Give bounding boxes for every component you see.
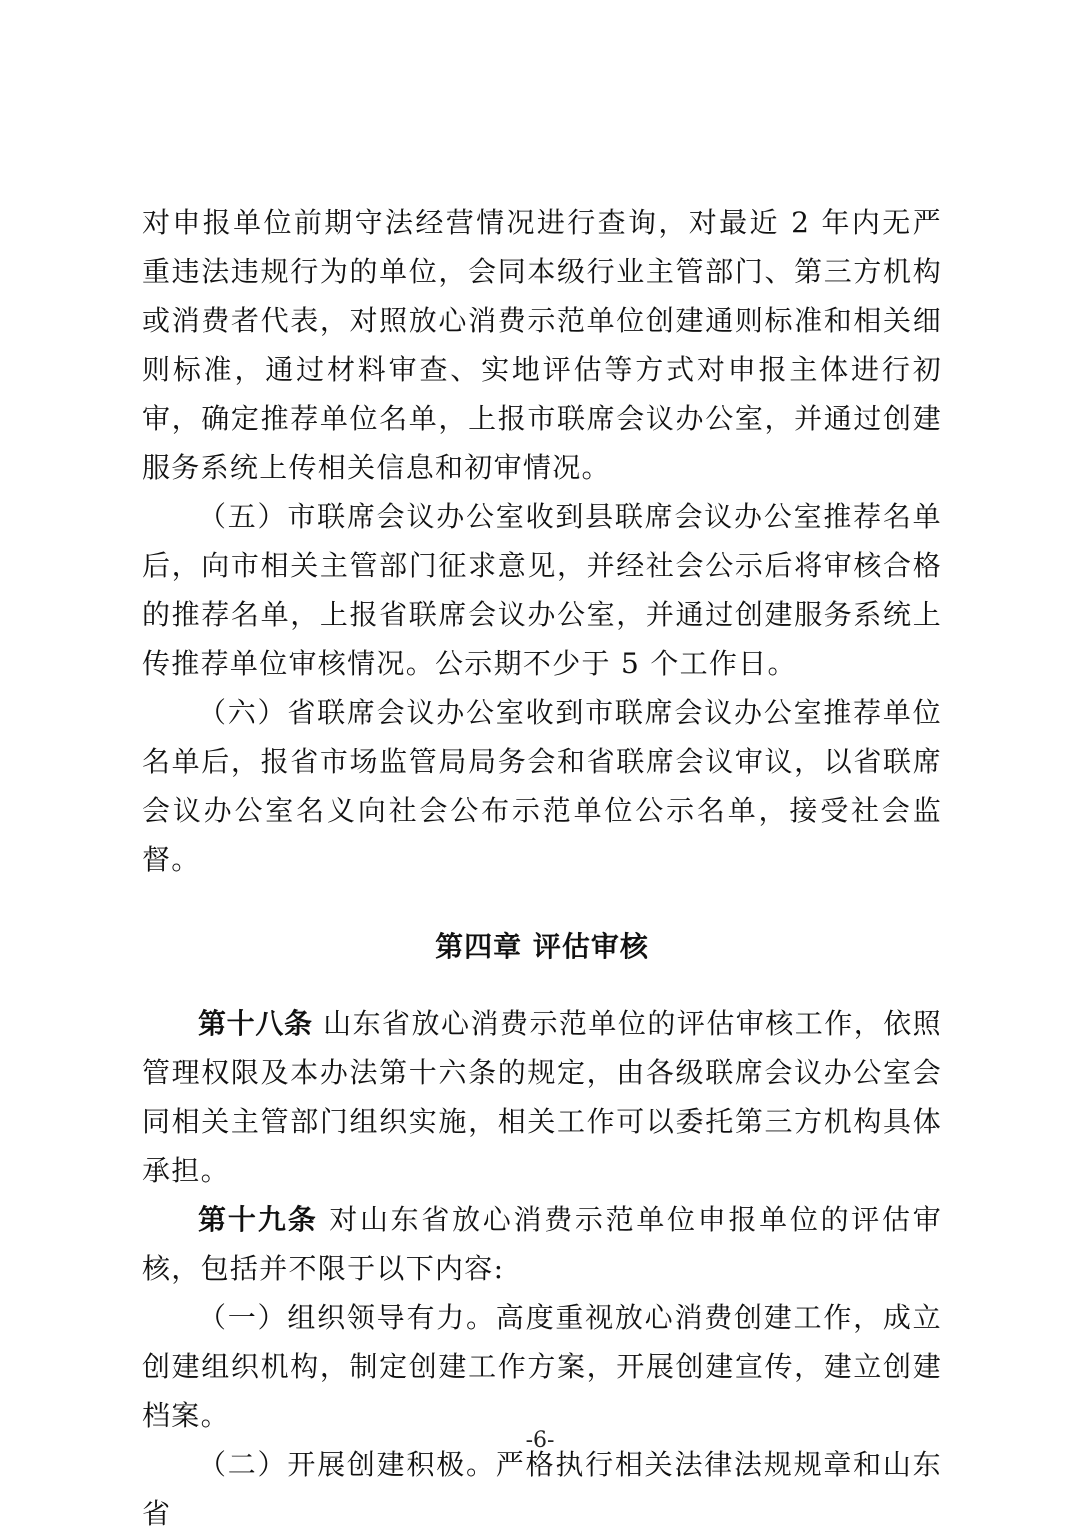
page-number: -6- bbox=[525, 1428, 555, 1453]
article-19 bbox=[142, 1195, 942, 1293]
paragraph-item-5: （五）市联席会议办公室收到县联席会议办公室推荐名单后，向市相关主管部门征求意见，并经社会公示后将审核合格的推荐名单，上报省联席会议办公室，并通过创建服务系统上传推荐单位审核情况。公示期不少于 5 个工作日。 bbox=[142, 500, 942, 680]
paragraph-continuation: 对申报单位前期守法经营情况进行查询，对最近 2 年内无严重违法违规行为的单位，会同本级行业主管部门、第三方机构或消费者代表，对照放心消费示范单位创建通则标准和相关细则标准，通过材料审查、实地评估等方式对申报主体进行初审，确定推荐单位名单，上报市联席会议办公室，并通过创建服务系统上传相关信息和初审情况。 bbox=[142, 206, 942, 484]
article-18-number: 第十八条 bbox=[198, 1007, 313, 1040]
article-18 bbox=[142, 999, 942, 1195]
article-19-number: 第十九条 bbox=[198, 1203, 318, 1236]
chapter-title: 第四章 评估审核 bbox=[435, 930, 649, 963]
article-18-text: 山东省放心消费示范单位的评估审核工作，依照管理权限及本办法第十六条的规定，由各级联席会议办公室会同相关主管部门组织实施，相关工作可以委托第三方机构具体承担。 bbox=[142, 1007, 942, 1187]
article-19-text: 对山东省放心消费示范单位申报单位的评估审核，包括并不限于以下内容: bbox=[142, 1203, 942, 1285]
paragraph-item-6: （六）省联席会议办公室收到市联席会议办公室推荐单位名单后，报省市场监管局局务会和省联席会议审议，以省联席会议办公室名义向社会公布示范单位公示名单，接受社会监督。 bbox=[142, 696, 942, 876]
document-body bbox=[142, 198, 942, 1538]
paragraph-item-1: （一）组织领导有力。高度重视放心消费创建工作，成立创建组织机构，制定创建工作方案，开展创建宣传，建立创建档案。 bbox=[142, 1301, 942, 1432]
paragraph-item-2: （二）开展创建积极。严格执行相关法律法规规章和山东省 bbox=[142, 1448, 942, 1530]
